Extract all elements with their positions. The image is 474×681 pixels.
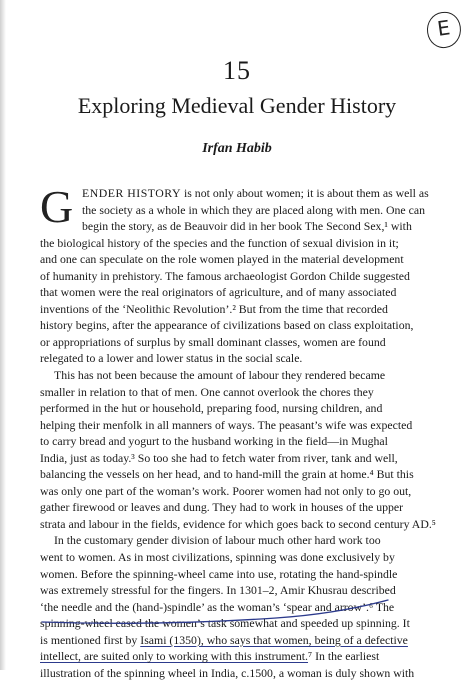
circled-mark-letter: E: [435, 15, 452, 41]
text-line: relegated to a lower and lower status in the social scale.: [40, 351, 303, 366]
text-line: to carry bread and yogurt to the husband working in the field—in Mughal: [40, 434, 388, 449]
text-line-content: is not only about women; it is about them as well as: [181, 186, 429, 200]
text-line: was only one part of the woman’s work. Poorer women had not only to go out,: [40, 483, 412, 498]
text-line: This has not been because the amount of labour they rendered became: [54, 368, 386, 383]
text-line: inventions of the ‘Neolithic Revolution’.² But from the time that recorded: [40, 301, 388, 316]
text-line: [40, 648, 450, 665]
text-line-content: is mentioned first by: [40, 632, 141, 647]
text-line: balancing the vessels on her head, and to hand-mill the grain at home.⁴ But this: [40, 467, 414, 482]
text-line: women. Before the spinning-wheel came into use, rotating the hand-spindle: [40, 566, 398, 581]
handwritten-circled-mark: [425, 10, 464, 50]
text-line: went to women. As in most civilizations, spinning was done exclusively by: [40, 550, 395, 565]
text-line: gather firewood or leaves and dung. They had to work in houses of the upper: [40, 500, 404, 515]
underlined-text: intellect, are suited only to working with this instrument.: [40, 649, 309, 664]
text-line: spinning-wheel eased the women’s task somewhat and speeded up spinning. It: [40, 616, 410, 631]
text-line: ‘the needle and the (hand-)spindle’ as the woman’s ‘spear and arrow’.⁶ The: [40, 599, 395, 614]
text-line: or appropriations of surplus by small dominant classes, women are found: [40, 334, 386, 349]
text-line: of humanity in prehistory. The famous archaeologist Gordon Childe suggested: [40, 268, 410, 283]
text-line: history begins, after the appearance of civilizations based on class exploitation,: [40, 318, 414, 333]
text-line-content: ⁷ In the earliest: [308, 649, 380, 664]
lead-in-small-caps: ENDER HISTORY: [82, 186, 182, 200]
pen-underline-curve: [36, 596, 396, 630]
text-line: was extremely stressful for the fingers. In 1301–2, Amir Khusrau described: [40, 583, 396, 598]
text-line: [40, 185, 450, 202]
text-line: the society as a whole in which they are placed along with men. One can: [82, 202, 425, 217]
text-line: illustration of the spinning wheel in India, c.1500, a woman is duly shown with: [40, 665, 415, 680]
text-line: helping their menfolk in all manners of ways. The peasant’s wife was expected: [40, 417, 413, 432]
underlined-text: Isami (1350), who says that women, being of a defective: [140, 632, 408, 647]
chapter-number: 15: [223, 56, 251, 85]
text-line: strata and labour in the fields, evidence for which goes back to second century AD.⁵: [40, 516, 436, 531]
chapter-title: Exploring Medieval Gender History: [77, 93, 397, 118]
text-line: [40, 632, 450, 649]
author-name: Irfan Habib: [202, 141, 272, 156]
text-line: performed in the hut or household, preparing food, nursing children, and: [40, 401, 383, 416]
text-line: begin the story, as de Beauvoir did in her book The Second Sex,¹ with: [82, 219, 412, 234]
text-line: the biological history of the species and the function of sexual division in it;: [40, 235, 399, 250]
text-line: India, just as today.³ So too she had to fetch water from river, tank and well,: [40, 450, 398, 465]
text-line: smaller in relation to that of men. One cannot overlook the chores they: [40, 384, 374, 399]
text-line: In the customary gender division of labour much other hard work too: [54, 533, 381, 548]
drop-cap: G: [40, 181, 74, 232]
text-line: and one can speculate on the role women played in the material development: [40, 252, 404, 267]
text-line: that women were the real originators of agriculture, and of many associated: [40, 285, 397, 300]
